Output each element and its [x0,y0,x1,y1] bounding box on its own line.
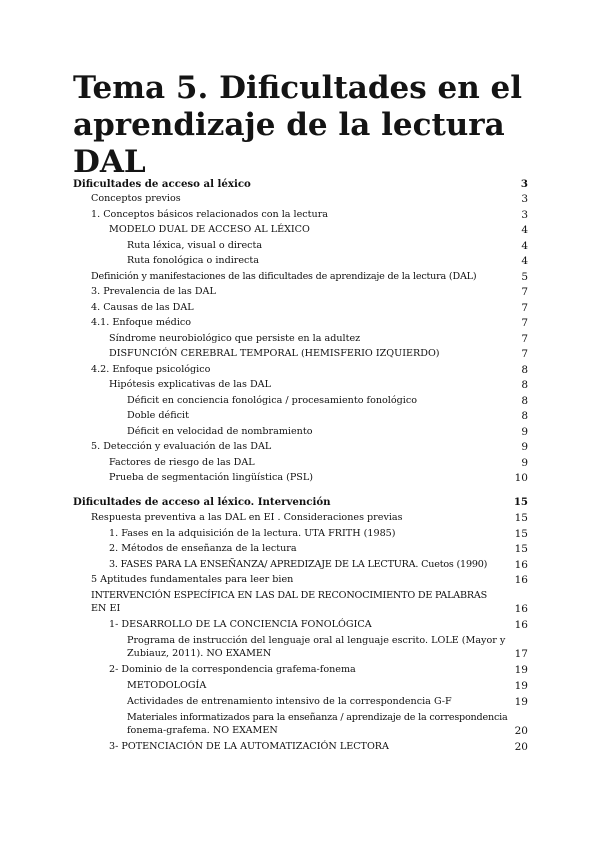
toc-entry-text: METODOLOGÍA [127,680,207,691]
toc-entry-page: 17 [514,648,528,660]
toc-entry[interactable] [0,393,600,409]
toc-entry[interactable] [0,526,600,542]
toc-entry-page: 16 [514,619,528,631]
toc-entry[interactable] [0,424,600,440]
toc-entry[interactable] [0,222,600,238]
toc-entry-page: 15 [513,496,528,508]
toc-entry[interactable] [0,557,600,573]
toc-entry-page: 19 [514,680,528,692]
toc-entry-page: 8 [521,395,528,407]
toc-entry[interactable] [0,269,600,285]
toc-entry[interactable] [0,572,600,588]
toc-entry-text: 4.1. Enfoque médico [91,317,192,328]
toc-entry-text: Actividades de entrenamiento intensivo de la correspondencia G-F [127,696,452,707]
toc-entry[interactable] [0,331,600,347]
toc-entry-page: 20 [514,741,528,753]
toc-entry-page: 10 [514,472,528,484]
toc-entry-text: Ruta léxica, visual o directa [127,240,263,251]
toc-entry-page: 8 [521,364,528,376]
toc-entry-text: EN EI [91,603,121,614]
toc-entry-text: 4.2. Enfoque psicológico [91,364,211,375]
toc-entry-page: 9 [521,426,528,438]
toc-entry-text: 3- POTENCIACIÓN DE LA AUTOMATIZACIÓN LECTORA [109,741,389,752]
toc-entry-text: fonema-grafema. NO EXAMEN [127,725,278,736]
toc-entry-continued[interactable] [0,723,600,739]
toc-entry-text: Dificultades de acceso al léxico [73,178,251,190]
toc-entry-text: Déficit en conciencia fonológica / procesamiento fonológico [127,395,418,406]
toc-entry-text: Hipótesis explicativas de las DAL [109,379,271,390]
toc-entry-text: MODELO DUAL DE ACCESO AL LÉXICO [109,224,310,235]
toc-entry-text: DISFUNCIÓN CEREBRAL TEMPORAL (HEMISFERIO IZQUIERDO) [109,348,440,359]
toc-entry[interactable] [0,470,600,486]
toc-entry-text: 3. FASES PARA LA ENSEÑANZA/ APREDIZAJE DE LA LECTURA. Cuetos (1990) [109,559,488,570]
title-line-1: Tema 5. Dificultades en el [73,70,523,106]
title-line-2: aprendizaje de la lectura DAL [73,107,505,180]
toc-entry-page: 15 [514,543,528,555]
toc-entry-page: 9 [521,441,528,453]
toc-entry-page: 15 [514,512,528,524]
toc-entry[interactable] [0,238,600,254]
toc-entry-text: Déficit en velocidad de nombramiento [127,426,313,437]
toc-entry[interactable] [0,284,600,300]
toc-entry-page: 7 [521,317,528,329]
toc-entry-text: Programa de instrucción del lenguaje oral al lenguaje escrito. LOLE (Mayor y [127,635,506,646]
toc-entry-text: Conceptos previos [91,193,181,204]
toc-entry-text: Factores de riesgo de las DAL [109,457,255,468]
toc-entry-page: 9 [521,457,528,469]
toc-entry[interactable] [0,191,600,207]
toc-entry[interactable] [0,739,600,755]
toc-entry[interactable] [0,694,600,710]
toc-entry-text: Ruta fonológica o indirecta [127,255,259,266]
toc-entry-text: Doble déficit [127,410,189,421]
toc-entry[interactable] [0,207,600,223]
toc-entry-page: 20 [514,725,528,737]
toc-entry-page: 19 [514,696,528,708]
toc-entry-page: 4 [521,224,528,236]
toc-entry-text: Dificultades de acceso al léxico. Intervención [73,496,331,508]
toc-entry-page: 7 [521,333,528,345]
toc-entry-page: 3 [520,178,528,190]
toc-entry[interactable] [0,362,600,378]
toc-entry-text: 1. Conceptos básicos relacionados con la lectura [91,209,329,220]
toc-entry-text: Respuesta preventiva a las DAL en EI . Consideraciones previas [91,512,403,523]
toc-entry-text: 5 Aptitudes fundamentales para leer bien [91,574,294,585]
toc-entry-page: 7 [521,348,528,360]
toc-entry-page: 7 [521,286,528,298]
toc-entry-text: Definición y manifestaciones de las dificultades de aprendizaje de la lectura (DAL) [91,271,477,282]
toc-entry[interactable] [0,346,600,362]
toc-entry[interactable] [0,678,600,694]
toc-entry[interactable] [0,300,600,316]
toc-entry[interactable] [0,617,600,633]
toc-entry-page: 4 [521,240,528,252]
toc-entry-text: Materiales informatizados para la enseñanza / aprendizaje de la correspondencia [127,712,508,723]
toc-entry-page: 3 [521,193,528,205]
toc-entry[interactable] [0,494,600,510]
toc-entry-text: 4. Causas de las DAL [91,302,194,313]
toc-entry-text: 5. Detección y evaluación de las DAL [91,441,272,452]
toc-entry-page: 5 [521,271,528,283]
toc-entry-text: INTERVENCIÓN ESPECÍFICA EN LAS DAL DE RECONOCIMIENTO DE PALABRAS [91,590,487,601]
toc-entry-text: 2. Métodos de enseñanza de la lectura [109,543,297,554]
toc-entry-page: 16 [514,574,528,586]
toc-entry-text: 2- Dominio de la correspondencia grafema-fonema [109,664,356,675]
toc-entry-text: Prueba de segmentación lingüística (PSL) [109,472,313,483]
toc-entry[interactable] [0,541,600,557]
toc-entry-page: 19 [514,664,528,676]
toc-entry-text: 1- DESARROLLO DE LA CONCIENCIA FONOLÓGICA [109,619,372,630]
toc-entry-continued[interactable] [0,601,600,617]
toc-entry[interactable] [0,455,600,471]
toc-entry[interactable] [0,377,600,393]
toc-entry-page: 4 [521,255,528,267]
toc-entry[interactable] [0,408,600,424]
toc-entry-page: 8 [521,410,528,422]
toc-entry-text: Síndrome neurobiológico que persiste en la adultez [109,333,361,344]
toc-entry-page: 8 [521,379,528,391]
toc-entry-continued[interactable] [0,646,600,662]
toc-entry-text: Zubiauz, 2011). NO EXAMEN [127,648,272,659]
toc-entry-text: 1. Fases en la adquisición de la lectura. UTA FRITH (1985) [109,528,396,539]
toc-entry-page: 7 [521,302,528,314]
toc-entry-page: 16 [514,559,528,571]
toc-entry-page: 3 [521,209,528,221]
toc-entry[interactable] [0,315,600,331]
toc-entry[interactable] [0,510,600,526]
toc-entry[interactable] [0,176,600,192]
toc-entry[interactable] [0,662,600,678]
toc-entry[interactable] [0,253,600,269]
toc-entry-page: 15 [514,528,528,540]
toc-entry[interactable] [0,439,600,455]
toc-entry-page: 16 [514,603,528,615]
page-title [73,70,553,181]
toc-entry-text: 3. Prevalencia de las DAL [91,286,216,297]
